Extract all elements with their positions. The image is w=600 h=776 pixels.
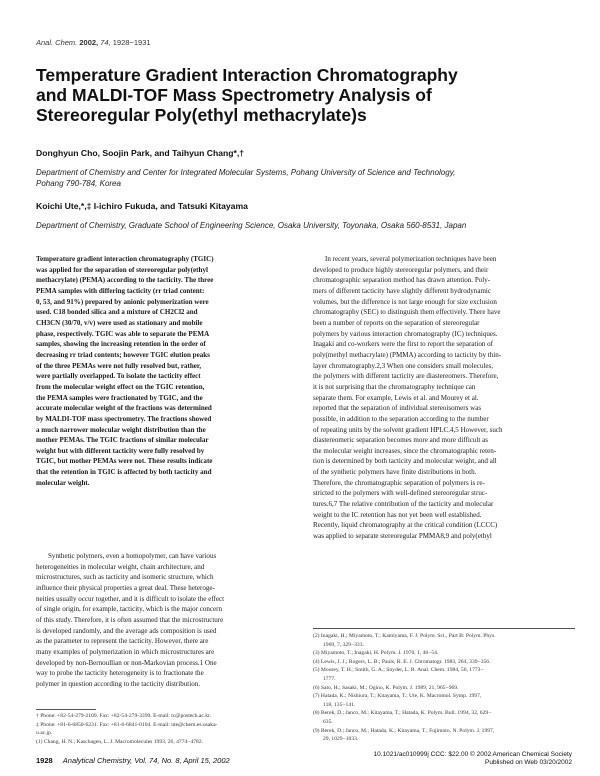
abstract-line: Temperature gradient interaction chromatography (TGIC) bbox=[36, 255, 214, 263]
title-line: and MALDI-TOF Mass Spectrometry Analysis of bbox=[36, 85, 432, 105]
reference-line: 1969, 7, 329−333. bbox=[323, 641, 364, 648]
body-line: polymers by various interaction chromatography (IC) techniques. bbox=[313, 329, 498, 338]
abstract-line: 0, 53, and 91%) prepared by anionic polymerization were bbox=[36, 297, 209, 306]
page-footer-right bbox=[374, 751, 572, 767]
abstract-line: samples, showing the increasing retention in the order of bbox=[36, 340, 206, 349]
body-line: chromatography (SEC) to distinguish them effectively. There have bbox=[313, 308, 501, 317]
title-line: Stereoregular Poly(ethyl methacrylate)s bbox=[36, 105, 367, 125]
published-line: Published on Web 03/20/2002 bbox=[485, 759, 572, 766]
footnote-line: u.ac.jp. bbox=[36, 730, 53, 737]
references bbox=[313, 632, 575, 744]
page-footer-left bbox=[36, 756, 230, 765]
body-line: volumes, but the difference is not large enough for size exclusion bbox=[313, 297, 497, 306]
abstract-line: phase, respectively. TGIC was able to separate the PEMA bbox=[36, 329, 210, 338]
body-line: neities usually occur together, and it is difficult to isolate the effect bbox=[36, 594, 225, 603]
abstract-line: used. C18 bonded silica and a mixture of CH2Cl2 and bbox=[36, 308, 198, 317]
abstract-line: mother PEMAs. The TGIC fractions of similar molecular bbox=[36, 436, 209, 445]
abstract-line: methacrylate) (PEMA) according to the tacticity. The three bbox=[36, 276, 214, 285]
affiliation-line: Department of Chemistry and Center for Integrated Molecular Systems, Pohang University of Science and Technology, bbox=[36, 168, 456, 177]
body-line: poly(methyl methacrylate) (PMMA) according to tacticity by thin- bbox=[313, 350, 502, 359]
body-line: of single origin, for example, tacticity, which is the major concern bbox=[36, 605, 223, 614]
body-line: many examples of polymerization in which microstructures are bbox=[36, 647, 215, 656]
body-line: of this study. Therefore, it is often assumed that the microstructure bbox=[36, 615, 224, 624]
author-list-2: Koichi Ute,*,‡ I-ichiro Fukuda, and Tatsuki Kitayama bbox=[36, 201, 248, 211]
abstract-line: TGIC, but mother PEMAs were not. These results indicate bbox=[36, 457, 213, 466]
body-line: the polymers with different tacticity are diastereomers. Therefore, bbox=[313, 372, 499, 381]
reference-line: (9) Berek, D.; Janco, M.; Hatada, K.; Kitayama, T.; Fujimoto, N. Polym. J. 1997, bbox=[313, 727, 495, 734]
body-line: In recent years, several polymerization techniques have been bbox=[325, 255, 497, 263]
body-line: is developed randomly, and the average ads composition is used bbox=[36, 626, 217, 635]
abstract-line: by MALDI-TOF mass spectrometry. The fractions showed bbox=[36, 414, 212, 423]
footnotes bbox=[36, 712, 294, 746]
body-line: reported that the separation of individual stereoisomers was bbox=[313, 404, 482, 413]
footnote-line: ‡ Phone: +81-6-6850-6231. Fax: +81-6-6841-0104. E-mail: ute@chem.es.osaka- bbox=[36, 721, 218, 728]
journal-year: 2002, bbox=[79, 38, 99, 47]
article-title bbox=[36, 65, 576, 125]
abstract-line: was applied for the separation of stereoregular poly(ethyl bbox=[36, 265, 208, 274]
footnote-line: † Phone: +82-54-279-2109. Fax: +82-54-279-3399. E-mail: tc@postech.ac.kr. bbox=[36, 713, 212, 719]
abstract-line: from the molecular weight effect on the TGIC retention, bbox=[36, 382, 205, 391]
body-line: diastereomeric separation becomes more and more difficult as bbox=[313, 436, 488, 445]
body-line: chromatographic separation method has drawn attention. Poly- bbox=[313, 276, 491, 285]
abstract-line: CH3CN (30/70, v/v) were used as stationary and mobile bbox=[36, 318, 203, 327]
body-line: heterogeneities in molecular weight, chain architecture, and bbox=[36, 562, 205, 571]
abstract-line: molecular weight. bbox=[36, 478, 90, 487]
reference-line: (2) Inagaki, H.; Miyamoto, T.; Kamiyama, F. J. Polym. Sci., Part B: Polym. Phys. bbox=[313, 633, 496, 639]
reference-line: 635. bbox=[323, 718, 333, 725]
body-line: been a number of reports on the separation of stereoregular bbox=[313, 318, 480, 327]
abstract-line: the PEMA samples were fractionated by TGIC, and the bbox=[36, 393, 203, 402]
reference-line: 1777. bbox=[323, 675, 336, 682]
body-line: Synthetic polymers, even a homopolymer, can have various bbox=[48, 552, 217, 560]
body-line: polymer in question according to the tacticity distribution. bbox=[36, 679, 201, 688]
footnote-line: (1) Chang, H. N.; Kaschagen, L. J. Macromolecules 1993, 26, 4774−4782. bbox=[36, 738, 204, 745]
affiliation-1 bbox=[36, 167, 576, 189]
abstract-line: PEMA samples with differing tacticity (rr triad content: bbox=[36, 286, 205, 295]
body-line: stricted to the polymers with well-defined stereoregular struc- bbox=[313, 489, 488, 498]
abstract-line: were partially overlapped. To isolate the tacticity effect bbox=[36, 372, 201, 381]
journal-reference bbox=[36, 38, 151, 47]
journal-pages: 1928−1931 bbox=[112, 38, 151, 47]
abstract-line: of the three PEMAs were not fully resolved but, rather, bbox=[36, 361, 202, 370]
affiliation-line: Pohang 790-784, Korea bbox=[36, 179, 121, 188]
abstract-line: accurate molecular weight of the fractions was determined bbox=[36, 404, 212, 413]
reference-line: 118, 135−141. bbox=[323, 701, 356, 708]
body-line: developed by non-Bernoullian or non-Markovian process.1 One bbox=[36, 658, 217, 667]
abstract-line: that the retention in TGIC is affected by both tacticity and bbox=[36, 468, 212, 477]
body-line: the molecular weight increases, since the chromatographic reten- bbox=[313, 446, 497, 455]
abstract bbox=[36, 254, 294, 488]
body-line: of the synthetic polymers have finite distributions in both. bbox=[313, 468, 477, 477]
abstract-line: a much narrower molecular weight distribution than the bbox=[36, 425, 206, 434]
journal-issue-line: Analytical Chemistry, Vol. 74, No. 8, April 15, 2002 bbox=[62, 756, 230, 765]
body-line: influence their physical properties a great deal. These heteroge- bbox=[36, 583, 215, 592]
author-list-1: Donghyun Cho, Soojin Park, and Taihyun Chang*,† bbox=[36, 148, 245, 158]
reference-line: (4) Lewis, J. J.; Rogers, L. B.; Pauls, R. E. J. Chromatogr. 1983, 264, 339−356. bbox=[313, 658, 491, 665]
reference-line: (7) Hatada, K.; Nishiura, T.; Kitayama, T.; Ute, K. Macromol. Symp. 1997, bbox=[313, 693, 482, 700]
body-line: Inagaki and co-workers were the first to report the separation of bbox=[313, 340, 494, 349]
affiliation-line: Department of Chemistry, Graduate School of Engineering Science, Osaka University, Toyonaka, Osaka 560-8531, Japan bbox=[36, 221, 467, 230]
footnote-divider bbox=[36, 709, 96, 710]
body-line: separate them. For example, Lewis et al. and Mourey et al. bbox=[313, 393, 479, 402]
affiliation-2 bbox=[36, 220, 576, 231]
body-line: tion is determined by both tacticity and molecular weight, and all bbox=[313, 457, 497, 466]
reference-line: (8) Berek, D.; Janco, M.; Kitayama, T.; Hatada, K. Polym. Bull. 1994, 32, 629− bbox=[313, 710, 492, 717]
reference-line: 29, 1029−1033. bbox=[323, 736, 359, 743]
body-line: it is not surprising that the chromatography technique can bbox=[313, 382, 476, 391]
journal-volume: 74, bbox=[100, 38, 111, 47]
body-line: was applied to separate stereoregular PMMA8,9 and poly(ethyl bbox=[313, 532, 492, 541]
body-line: microstructures, such as tacticity and isomeric structure, which bbox=[36, 573, 214, 582]
abstract-line: decreasing rr triad contents; however TGIC elution peaks bbox=[36, 350, 210, 359]
introduction-text bbox=[36, 551, 294, 690]
body-text-right bbox=[313, 254, 571, 542]
body-line: mers of different tacticity have slightly different hydrodynamic bbox=[313, 286, 492, 295]
body-line: developed to produce highly stereoregular polymers, and their bbox=[313, 265, 489, 274]
page-number: 1928 bbox=[36, 756, 53, 765]
body-line: way to probe the tacticity heterogeneity is to fractionate the bbox=[36, 669, 204, 678]
abstract-line: weight but with different tacticity were fully resolved by bbox=[36, 446, 205, 455]
body-line: tures.6,7 The relative contribution of the tacticity and molecular bbox=[313, 500, 494, 509]
reference-line: (6) Sato, H.; Sasaki, M.; Ogino, K. Polym. J. 1989, 21, 965−969. bbox=[313, 684, 459, 691]
body-line: weight to the IC retention has not yet been well established. bbox=[313, 510, 482, 519]
body-line: possible, in addition to the separation according to the number bbox=[313, 414, 489, 423]
body-line: Recently, liquid chromatography at the critical condition (LCCC) bbox=[313, 521, 498, 530]
journal-name: Anal. Chem. bbox=[36, 38, 78, 47]
body-line: layer chromatography.2,3 When one considers small molecules, bbox=[313, 361, 494, 370]
body-line: Therefore, the chromatographic separation of polymers is re- bbox=[313, 478, 485, 487]
reference-line: (3) Miyamoto, T.; Inagaki, H. Polym. J. 1970, 1, 46−54. bbox=[313, 650, 439, 657]
doi-line: 10.1021/ac010999j CCC: $22.00 © 2002 American Chemical Society bbox=[373, 751, 572, 758]
reference-line: (5) Mourey, T. H.; Smith, G. A.; Snyder, L. R. Anal. Chem. 1984, 56, 1773− bbox=[313, 667, 484, 674]
references-divider bbox=[313, 628, 575, 629]
body-line: as the parameter to represent the tacticity. However, there are bbox=[36, 637, 209, 646]
title-line: Temperature Gradient Interaction Chromatography bbox=[36, 65, 458, 85]
body-line: of repeating units by the solvent gradient HPLC.4,5 However, such bbox=[313, 425, 503, 434]
